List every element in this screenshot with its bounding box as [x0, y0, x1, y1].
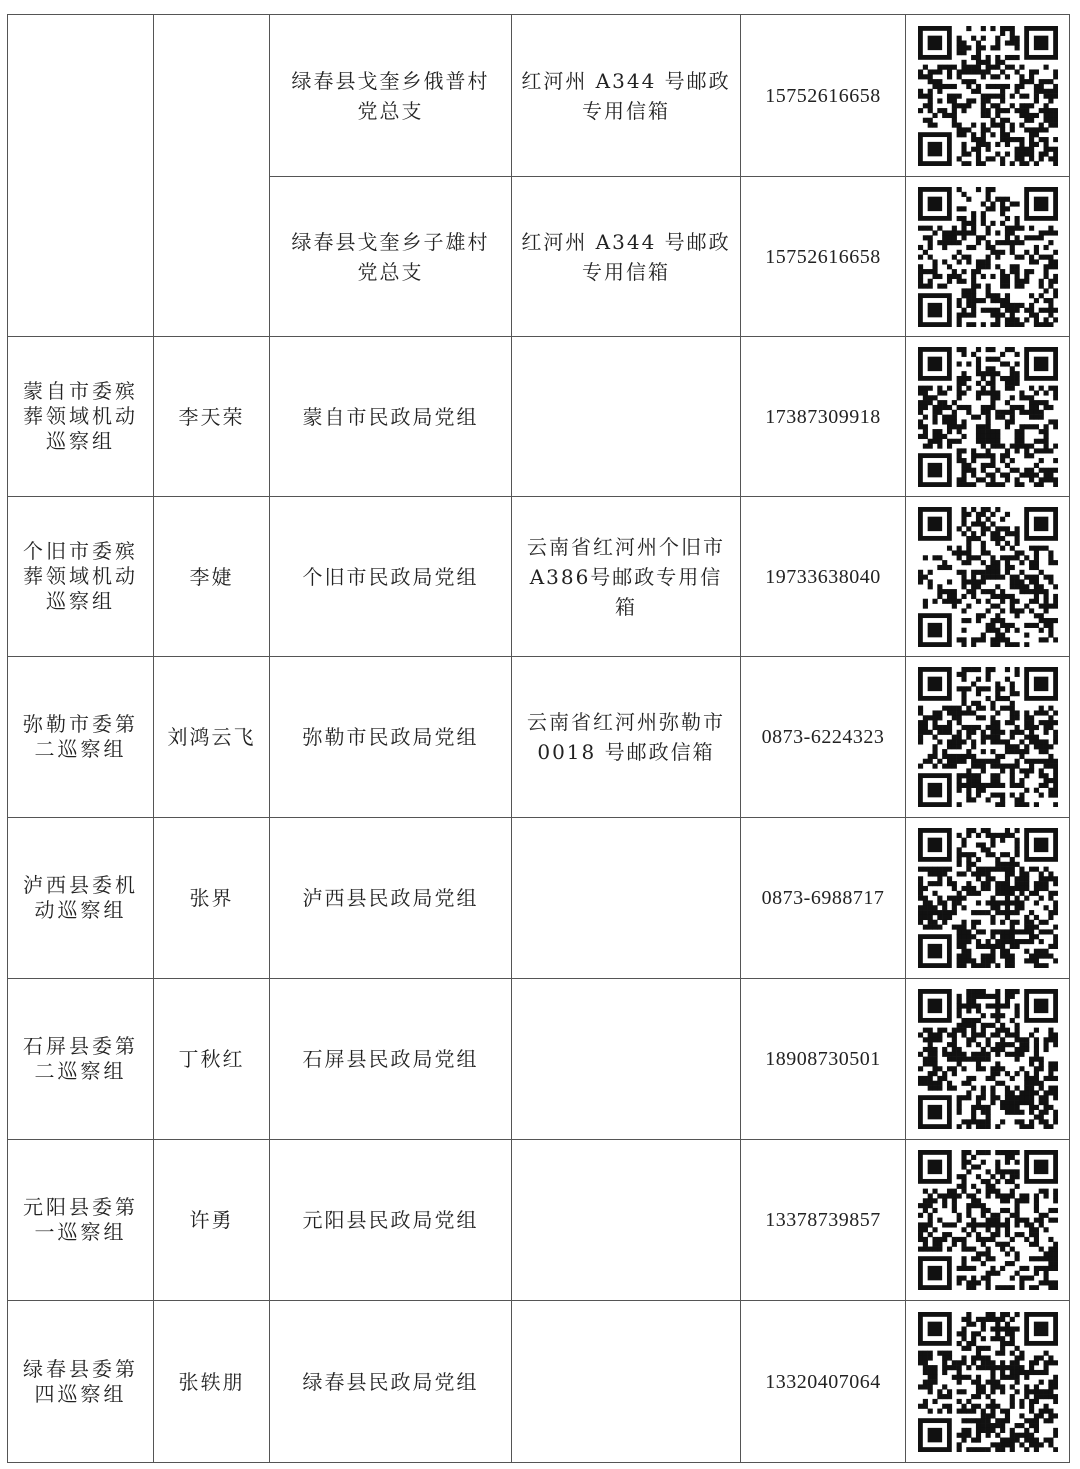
phone-cell: 13320407064 [741, 1301, 906, 1463]
group-cell: 泸西县委机动巡察组 [8, 818, 154, 979]
phone-cell: 15752616658 [741, 177, 906, 337]
phone-cell: 17387309918 [741, 337, 906, 497]
table-row [8, 979, 1070, 1140]
mailbox-cell [512, 1140, 741, 1301]
leader-cell: 张轶朋 [154, 1301, 270, 1463]
qr-cell [906, 657, 1070, 818]
leader-cell: 许勇 [154, 1140, 270, 1301]
leader-cell: 丁秋红 [154, 979, 270, 1140]
leader-cell: 李婕 [154, 497, 270, 657]
qr-cell [906, 818, 1070, 979]
table-row [8, 818, 1070, 979]
leader-cell: 张界 [154, 818, 270, 979]
mailbox-cell [512, 1301, 741, 1463]
mailbox-cell [512, 818, 741, 979]
qr-code-icon [918, 187, 1058, 327]
qr-cell [906, 177, 1070, 337]
leader-cell [154, 15, 270, 337]
phone-cell: 19733638040 [741, 497, 906, 657]
qr-cell [906, 337, 1070, 497]
group-cell: 元阳县委第一巡察组 [8, 1140, 154, 1301]
group-cell: 绿春县委第四巡察组 [8, 1301, 154, 1463]
unit-cell: 石屏县民政局党组 [270, 979, 512, 1140]
qr-code-icon [918, 507, 1058, 647]
qr-cell [906, 15, 1070, 177]
qr-cell [906, 979, 1070, 1140]
leader-cell: 李天荣 [154, 337, 270, 497]
group-cell: 蒙自市委殡葬领域机动巡察组 [8, 337, 154, 497]
leader-cell: 刘鸿云飞 [154, 657, 270, 818]
qr-code-icon [918, 667, 1058, 807]
mailbox-cell: 云南省红河州弥勒市 0018 号邮政信箱 [512, 657, 741, 818]
mailbox-cell: 云南省红河州个旧市A386号邮政专用信箱 [512, 497, 741, 657]
inspection-contact-table [7, 14, 1070, 1463]
phone-cell: 18908730501 [741, 979, 906, 1140]
table-row [8, 1140, 1070, 1301]
qr-code-icon [918, 26, 1058, 166]
table-row [8, 497, 1070, 657]
unit-cell: 弥勒市民政局党组 [270, 657, 512, 818]
table-row [8, 337, 1070, 497]
mailbox-cell: 红河州 A344 号邮政专用信箱 [512, 177, 741, 337]
qr-cell [906, 1301, 1070, 1463]
unit-cell: 绿春县戈奎乡子雄村党总支 [270, 177, 512, 337]
group-cell: 弥勒市委第二巡察组 [8, 657, 154, 818]
mailbox-cell [512, 337, 741, 497]
phone-cell: 15752616658 [741, 15, 906, 177]
mailbox-cell [512, 979, 741, 1140]
qr-code-icon [918, 1150, 1058, 1290]
mailbox-cell: 红河州 A344 号邮政专用信箱 [512, 15, 741, 177]
qr-cell [906, 1140, 1070, 1301]
unit-cell: 蒙自市民政局党组 [270, 337, 512, 497]
phone-cell: 0873-6988717 [741, 818, 906, 979]
qr-code-icon [918, 347, 1058, 487]
qr-code-icon [918, 828, 1058, 968]
qr-code-icon [918, 989, 1058, 1129]
qr-code-icon [918, 1312, 1058, 1452]
group-cell: 个旧市委殡葬领域机动巡察组 [8, 497, 154, 657]
qr-cell [906, 497, 1070, 657]
phone-cell: 13378739857 [741, 1140, 906, 1301]
table-row [8, 657, 1070, 818]
phone-cell: 0873-6224323 [741, 657, 906, 818]
unit-cell: 个旧市民政局党组 [270, 497, 512, 657]
table-row [8, 15, 1070, 177]
unit-cell: 绿春县戈奎乡俄普村党总支 [270, 15, 512, 177]
group-cell [8, 15, 154, 337]
unit-cell: 绿春县民政局党组 [270, 1301, 512, 1463]
group-cell: 石屏县委第二巡察组 [8, 979, 154, 1140]
unit-cell: 元阳县民政局党组 [270, 1140, 512, 1301]
unit-cell: 泸西县民政局党组 [270, 818, 512, 979]
table-row [8, 1301, 1070, 1463]
